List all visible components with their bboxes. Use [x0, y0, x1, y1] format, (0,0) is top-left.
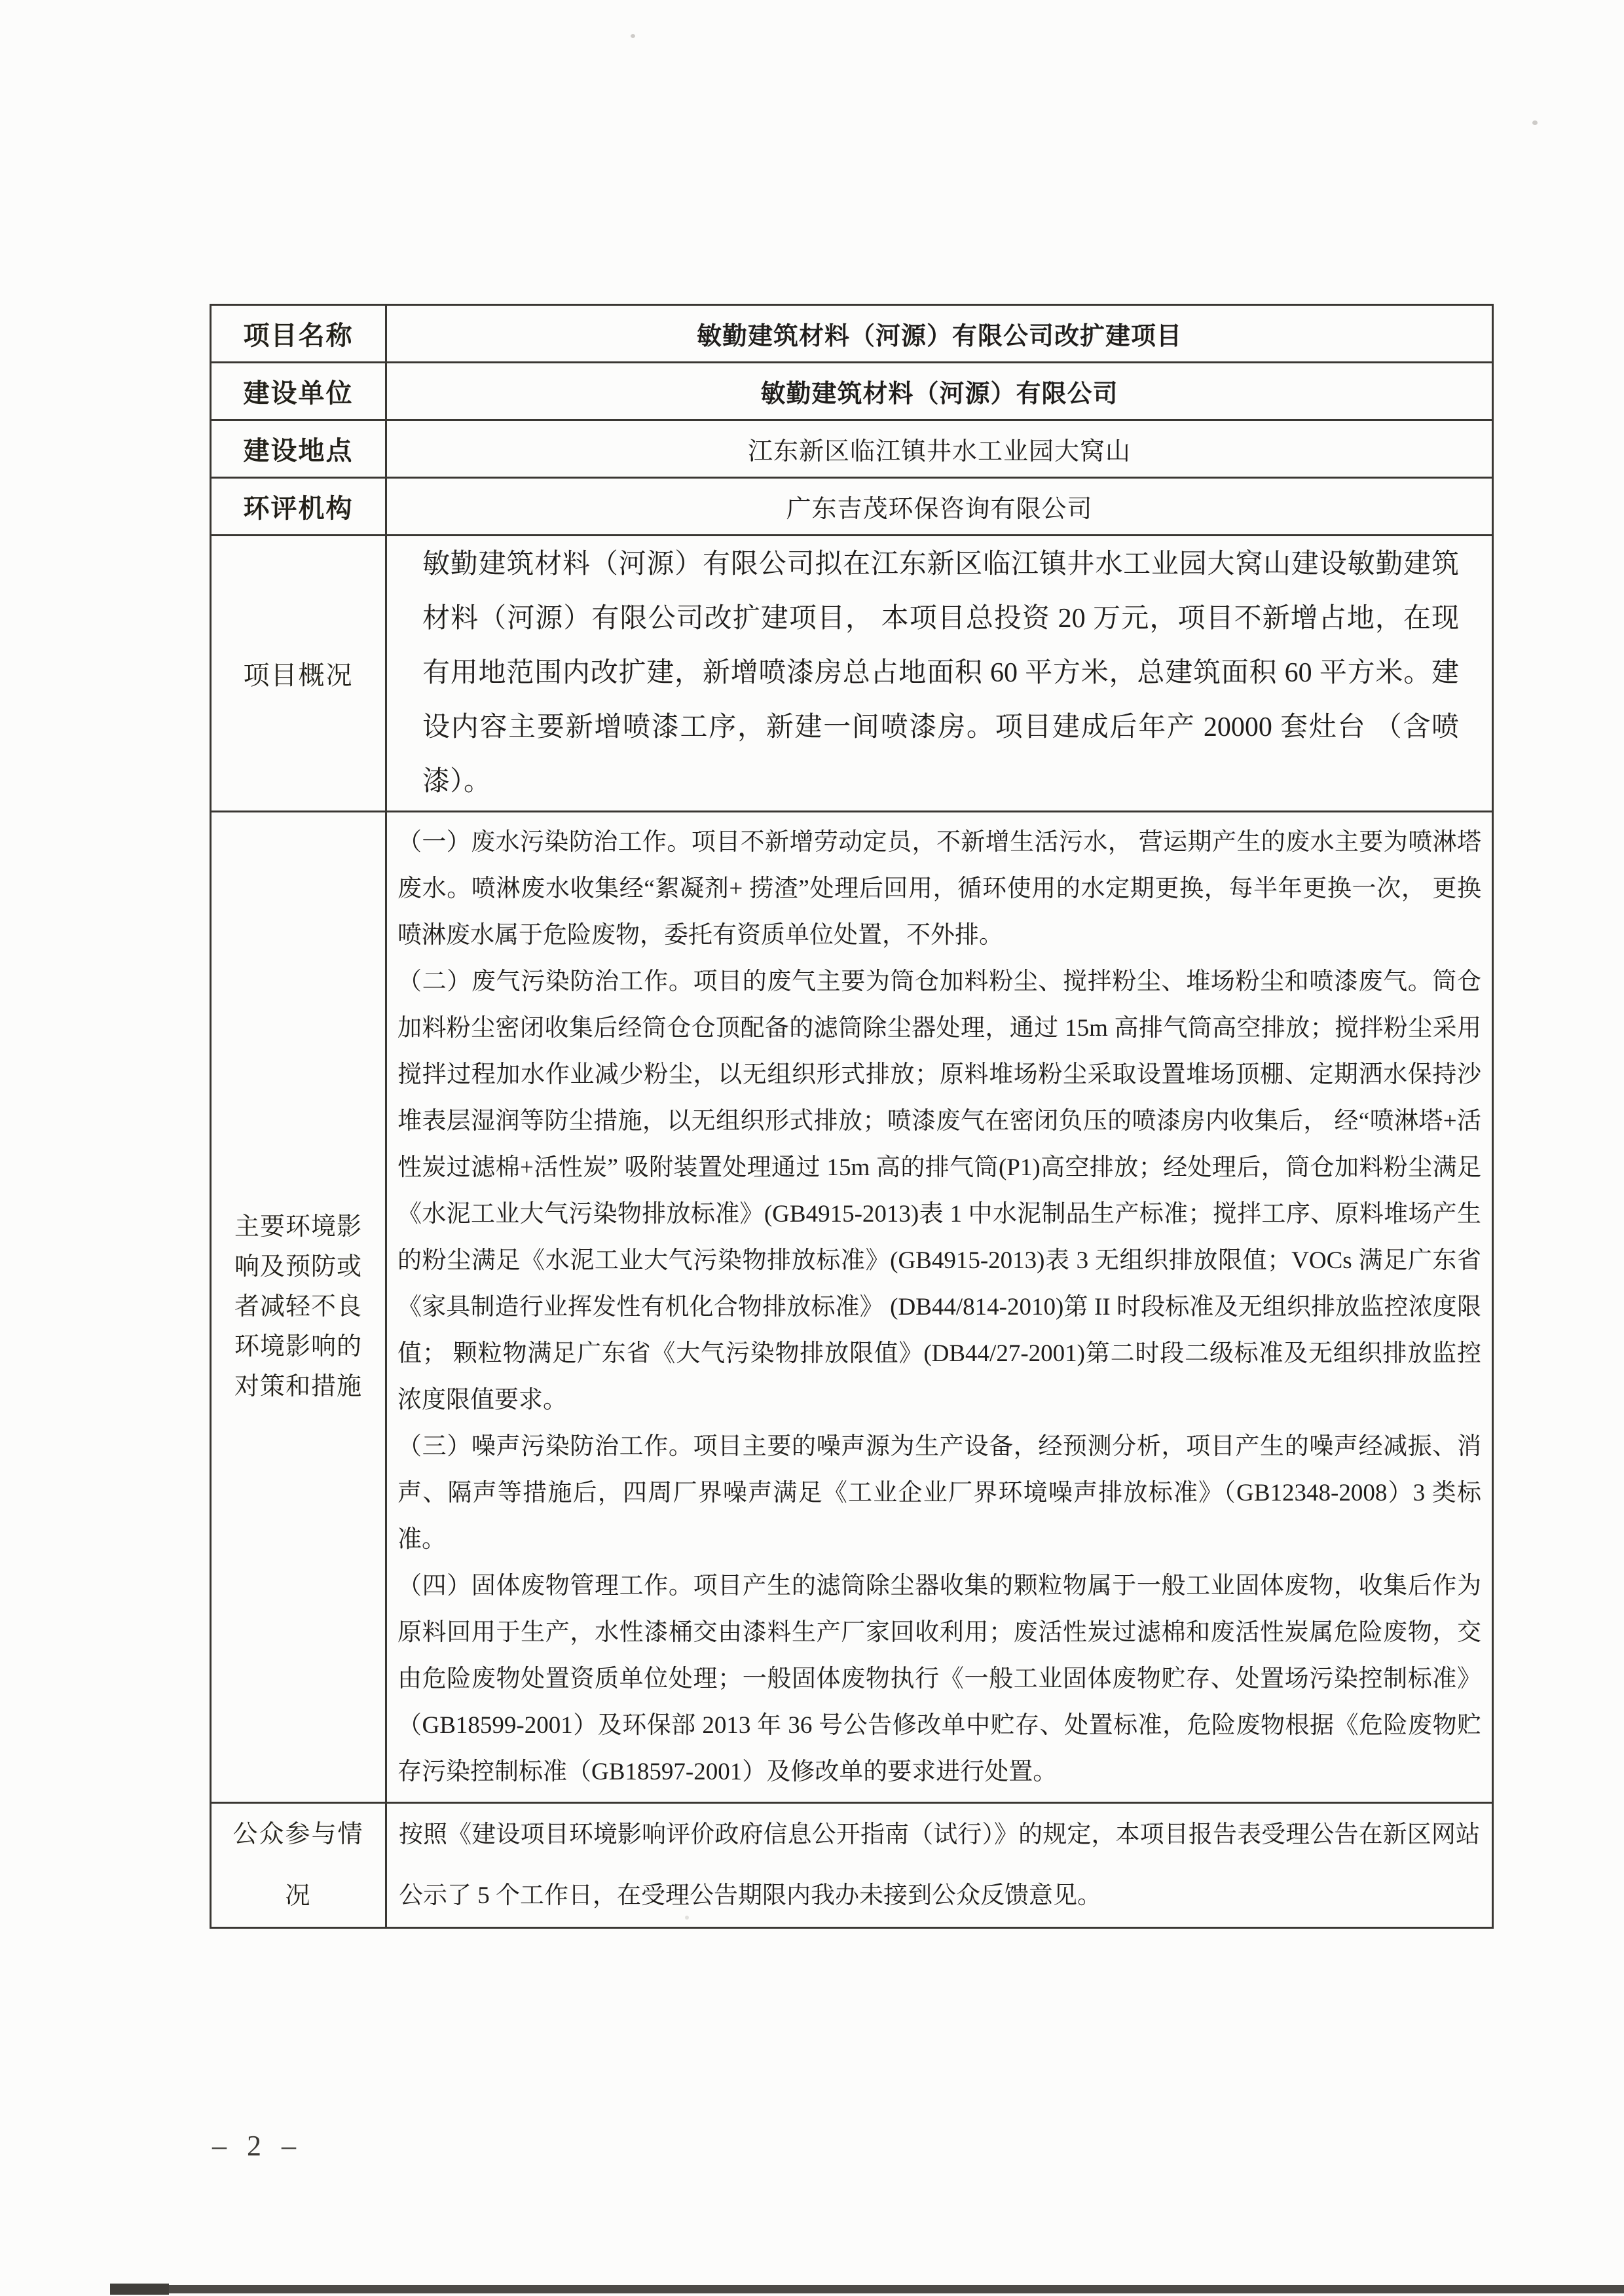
eia-agency-value: 广东吉茂环保咨询有限公司	[386, 478, 1493, 536]
table-row-environmental-measures	[211, 812, 1493, 1803]
public-participation-text: 按照《建设项目环境影响评价政府信息公开指南（试行）》的规定，本项目报告表受理公告在新区网站公示了 5 个工作日，在受理公告期限内我办未接到公众反馈意见。	[386, 1803, 1493, 1928]
measures-label-line: 对策和措施	[234, 1373, 362, 1400]
page-number: – 2 –	[212, 2130, 303, 2162]
project-name-value: 敏勤建筑材料（河源）有限公司改扩建项目	[386, 305, 1493, 363]
participation-label-line: 公众参与情	[232, 1821, 364, 1848]
scan-speck	[1532, 120, 1538, 125]
scan-speck	[685, 1916, 689, 1920]
construction-unit-value: 敏勤建筑材料（河源）有限公司	[386, 363, 1493, 420]
participation-label-line: 况	[285, 1882, 312, 1910]
table-row-project-name	[211, 305, 1493, 363]
table-row-construction-unit	[211, 363, 1493, 420]
environmental-measures-text	[386, 812, 1493, 1803]
scan-speck	[631, 34, 635, 38]
scan-edge-artifact	[110, 2285, 1624, 2293]
measure-paragraph-wastewater: （一）废水污染防治工作。项目不新增劳动定员，不新增生活污水， 营运期产生的废水主要为喷淋塔废水。喷淋废水收集经“絮凝剂+ 捞渣”处理后回用，循环使用的水定期更换，每半年更换一次， 更换喷淋废水属于危险废物，委托有资质单位处置，不外排。	[397, 829, 1481, 949]
measure-paragraph-solid-waste: （四）固体废物管理工作。项目产生的滤筒除尘器收集的颗粒物属于一般工业固体废物，收集后作为原料回用于生产，水性漆桶交由漆料生产厂家回收利用；废活性炭过滤棉和废活性炭属危险废物，交由危险废物处置资质单位处理；一般固体废物执行《一般工业固体废物贮存、处置场污染控制标准》（GB18599-2001）及环保部 2013 年 36 号公告修改单中贮存、处置标准，危险废物根据《危险废物贮存污染控制标准（GB18597-2001）及修改单的要求进行处置。	[397, 1573, 1481, 1785]
table-row-public-participation	[211, 1803, 1493, 1928]
table-row-construction-site	[211, 420, 1493, 478]
measures-label-line: 响及预防或	[234, 1253, 362, 1281]
construction-unit-label: 建设单位	[211, 363, 386, 420]
table-row-eia-agency	[211, 478, 1493, 536]
project-overview-label: 项目概况	[211, 536, 386, 812]
environmental-measures-label	[211, 812, 386, 1803]
measures-label-line: 主要环境影	[234, 1213, 362, 1241]
eia-agency-label: 环评机构	[211, 478, 386, 536]
table-row-project-overview	[211, 536, 1493, 812]
eia-registration-table	[210, 304, 1494, 1929]
measure-paragraph-waste-gas: （二）废气污染防治工作。项目的废气主要为筒仓加料粉尘、搅拌粉尘、堆场粉尘和喷漆废气。筒仓加料粉尘密闭收集后经筒仓仓顶配备的滤筒除尘器处理，通过 15m 高排气筒高空排放；搅拌粉尘采用搅拌过程加水作业减少粉尘，以无组织形式排放；原料堆场粉尘采取设置堆场顶棚、定期洒水保持沙堆表层湿润等防尘措施，以无组织形式排放；喷漆废气在密闭负压的喷漆房内收集后， 经“喷淋塔+活性炭过滤棉+活性炭” 吸附装置处理通过 15m 高的排气筒(P1)高空排放；经处理后，筒仓加料粉尘满足《水泥工业大气污染物排放标准》(GB4915-2013)表 1 中水泥制品生产标准；搅拌工序、原料堆场产生的粉尘满足《水泥工业大气污染物排放标准》(GB4915-2013)表 3 无组织排放限值；VOCs 满足广东省《家具制造行业挥发性有机化合物排放标准》 (DB44/814-2010)第 II 时段标准及无组织排放监控浓度限值； 颗粒物满足广东省《大气污染物排放限值》(DB44/27-2001)第二时段二级标准及无组织排放监控浓度限值要求。	[397, 968, 1481, 1413]
construction-site-value: 江东新区临江镇井水工业园大窝山	[386, 420, 1493, 478]
measures-label-line: 者减轻不良	[234, 1293, 362, 1321]
public-participation-label	[211, 1803, 386, 1928]
project-name-label: 项目名称	[211, 305, 386, 363]
measures-label-line: 环境影响的	[234, 1333, 362, 1360]
construction-site-label: 建设地点	[211, 420, 386, 478]
project-overview-text: 敏勤建筑材料（河源）有限公司拟在江东新区临江镇井水工业园大窝山建设敏勤建筑材料（河源）有限公司改扩建项目， 本项目总投资 20 万元，项目不新增占地，在现有用地范围内改扩建，新增喷漆房总占地面积 60 平方米，总建筑面积 60 平方米。建设内容主要新增喷漆工序，新建一间喷漆房。项目建成后年产 20000 套灶台 （含喷漆）。	[386, 536, 1493, 812]
measure-paragraph-noise: （三）噪声污染防治工作。项目主要的噪声源为生产设备，经预测分析，项目产生的噪声经减振、消声、隔声等措施后，四周厂界噪声满足《工业企业厂界环境噪声排放标准》（GB12348-2008）3 类标准。	[397, 1433, 1481, 1553]
